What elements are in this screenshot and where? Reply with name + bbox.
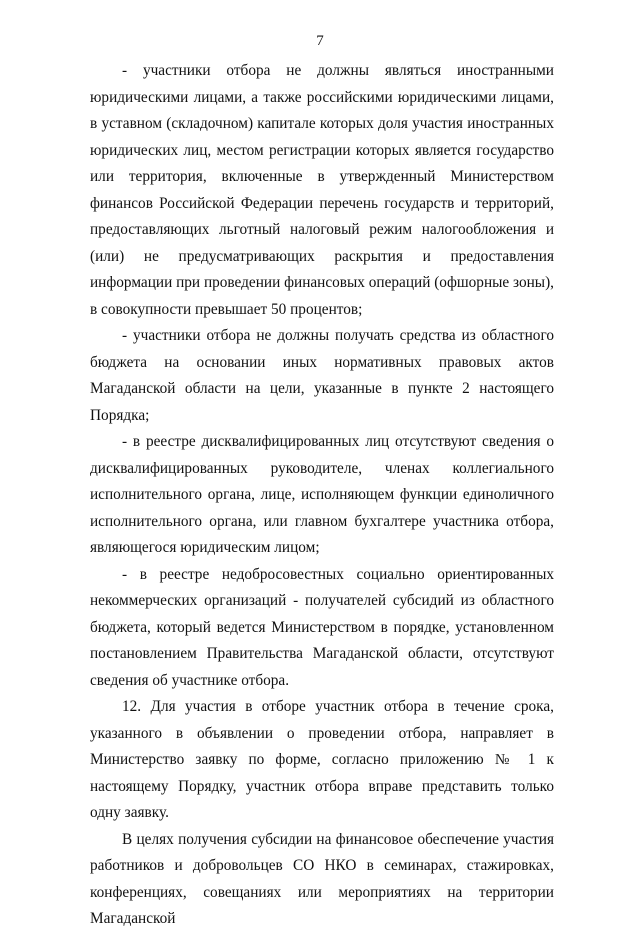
page-number: 7 <box>316 33 324 49</box>
document-body <box>90 58 554 933</box>
paragraph-requirement-disqualified-persons: - в реестре дисквалифицированных лиц отсутствуют сведения о дисквалифицированных руководителе, членах коллегиального исполнительного органа, лице, исполняющем функции единоличного исполнительного органа, или главном бухгалтере участника отбора, являющегося юридическим лицом; <box>90 433 554 556</box>
paragraph-requirement-budget-funds: - участники отбора не должны получать средства из областного бюджета на основании иных нормативных правовых актов Магаданской области на цели, указанные в пункте 2 настоящего Порядка; <box>90 327 554 424</box>
paragraph-requirement-offshore: - участники отбора не должны являться иностранными юридическими лицами, а также российскими юридическими лицами, в уставном (складочном) капитале которых доля участия иностранных юридических лиц, местом регистрации которых является государство или территория, включенные в утвержденный Министерством финансов Российской Федерации перечень государств и территорий, предоставляющих льготный налоговый режим налогообложения и (или) не предусматривающих раскрытия и предоставления информации при проведении финансовых операций (офшорные зоны), в совокупности превышает 50 процентов; <box>90 62 555 318</box>
paragraph-subsidy-purpose: В целях получения субсидии на финансовое обеспечение участия работников и добровольцев СО НКО в семинарах, стажировках, конференциях, совещаниях или мероприятиях на территории Магаданской <box>90 830 554 927</box>
paragraph-clause-12: 12. Для участия в отборе участник отбора в течение срока, указанного в объявлении о проведении отбора, направляет в Министерство заявку по форме, согласно приложению № 1 к настоящему Порядку, участник отбора вправе представить только одну заявку. <box>90 698 554 821</box>
paragraph-requirement-unfair-registry: - в реестре недобросовестных социально ориентированных некоммерческих организаций - получателей субсидий из областного бюджета, который ведется Министерством в порядке, установленном постановлением Правительства Магаданской области, отсутствуют сведения об участнике отбора. <box>90 565 554 689</box>
